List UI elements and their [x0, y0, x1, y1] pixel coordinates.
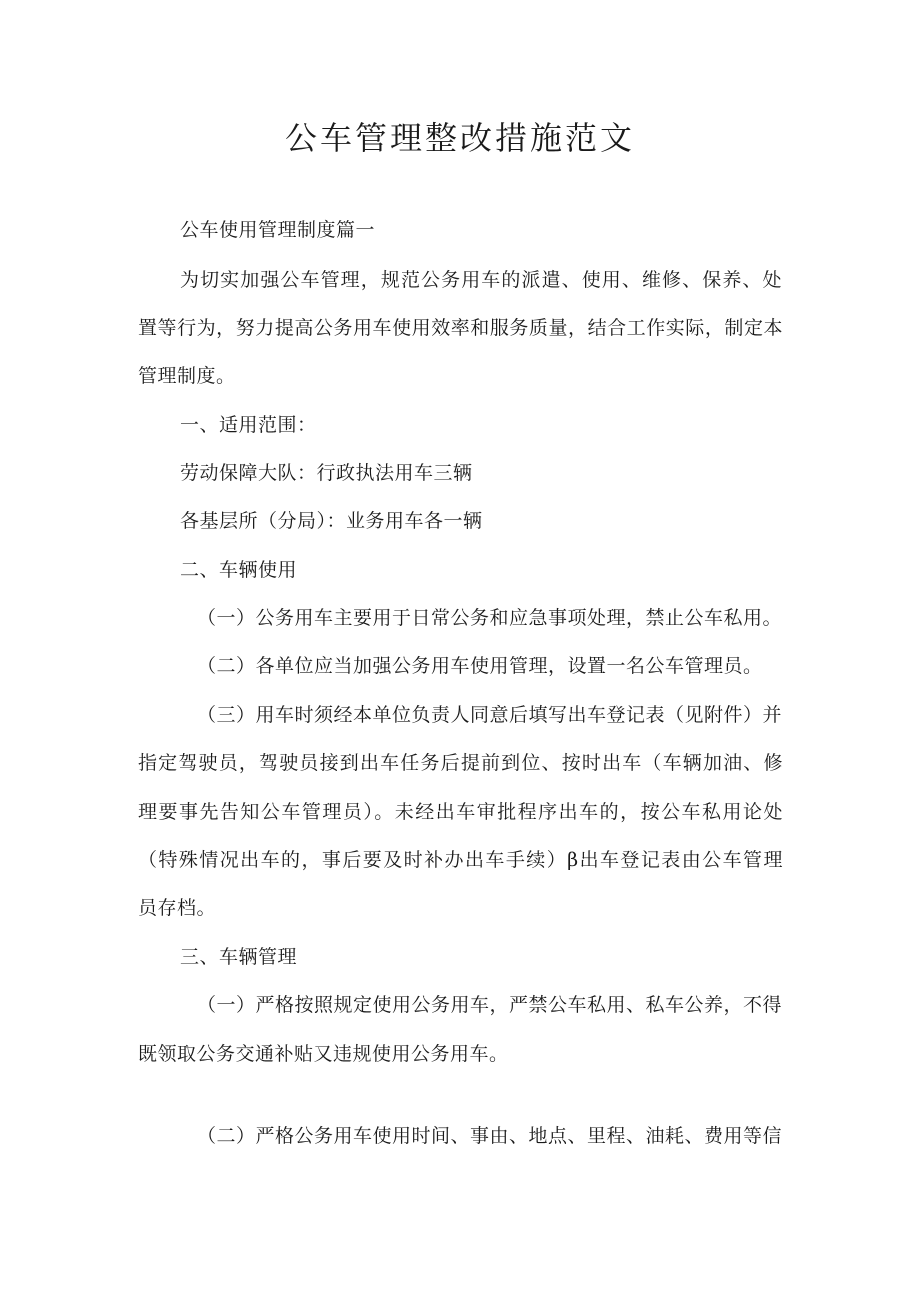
paragraph-line: （二）严格公务用车使用时间、事由、地点、里程、油耗、费用等信 — [197, 1125, 783, 1147]
paragraph-line: （三）用车时须经本单位负责人同意后填写出车登记表（见附件）并 — [197, 704, 783, 726]
paragraph-line: 管理制度。 — [138, 365, 236, 387]
page-title: 公车管理整改措施范文 — [284, 119, 635, 157]
paragraph-line: 各基层所（分局）：业务用车各一辆 — [180, 510, 483, 532]
paragraph-line: （特殊情况出车的，事后要及时补办出车手续）β出车登记表由公车管理 — [138, 849, 783, 871]
paragraph-line: （一）公务用车主要用于日常公务和应急事项处理，禁止公车私用。 — [197, 607, 783, 629]
section-heading: 三、车辆管理 — [180, 946, 298, 968]
paragraph-line: 为切实加强公车管理，规范公务用车的派遣、使用、维修、保养、处 — [180, 269, 782, 291]
paragraph-line: 指定驾驶员，驾驶员接到出车任务后提前到位、按时出车（车辆加油、修 — [138, 752, 783, 774]
paragraph-line: 员存档。 — [138, 897, 217, 919]
paragraph-line: 理要事先告知公车管理员）。未经出车审批程序出车的，按公车私用论处 — [138, 801, 783, 823]
paragraph-line: （二）各单位应当加强公务用车使用管理，设置一名公车管理员。 — [197, 655, 763, 677]
paragraph-line: 劳动保障大队：行政执法用车三辆 — [180, 462, 473, 484]
paragraph-line: 既领取公务交通补贴又违规使用公务用车。 — [138, 1043, 509, 1065]
paragraph-line: （一）严格按照规定使用公务用车，严禁公车私用、私车公养，不得 — [197, 994, 783, 1016]
paragraph-line: 置等行为，努力提高公务用车使用效率和服务质量，结合工作实际，制定本 — [138, 317, 783, 339]
section-heading: 公车使用管理制度篇一 — [180, 219, 376, 241]
section-heading: 一、适用范围： — [180, 414, 317, 436]
section-heading: 二、车辆使用 — [180, 559, 298, 581]
